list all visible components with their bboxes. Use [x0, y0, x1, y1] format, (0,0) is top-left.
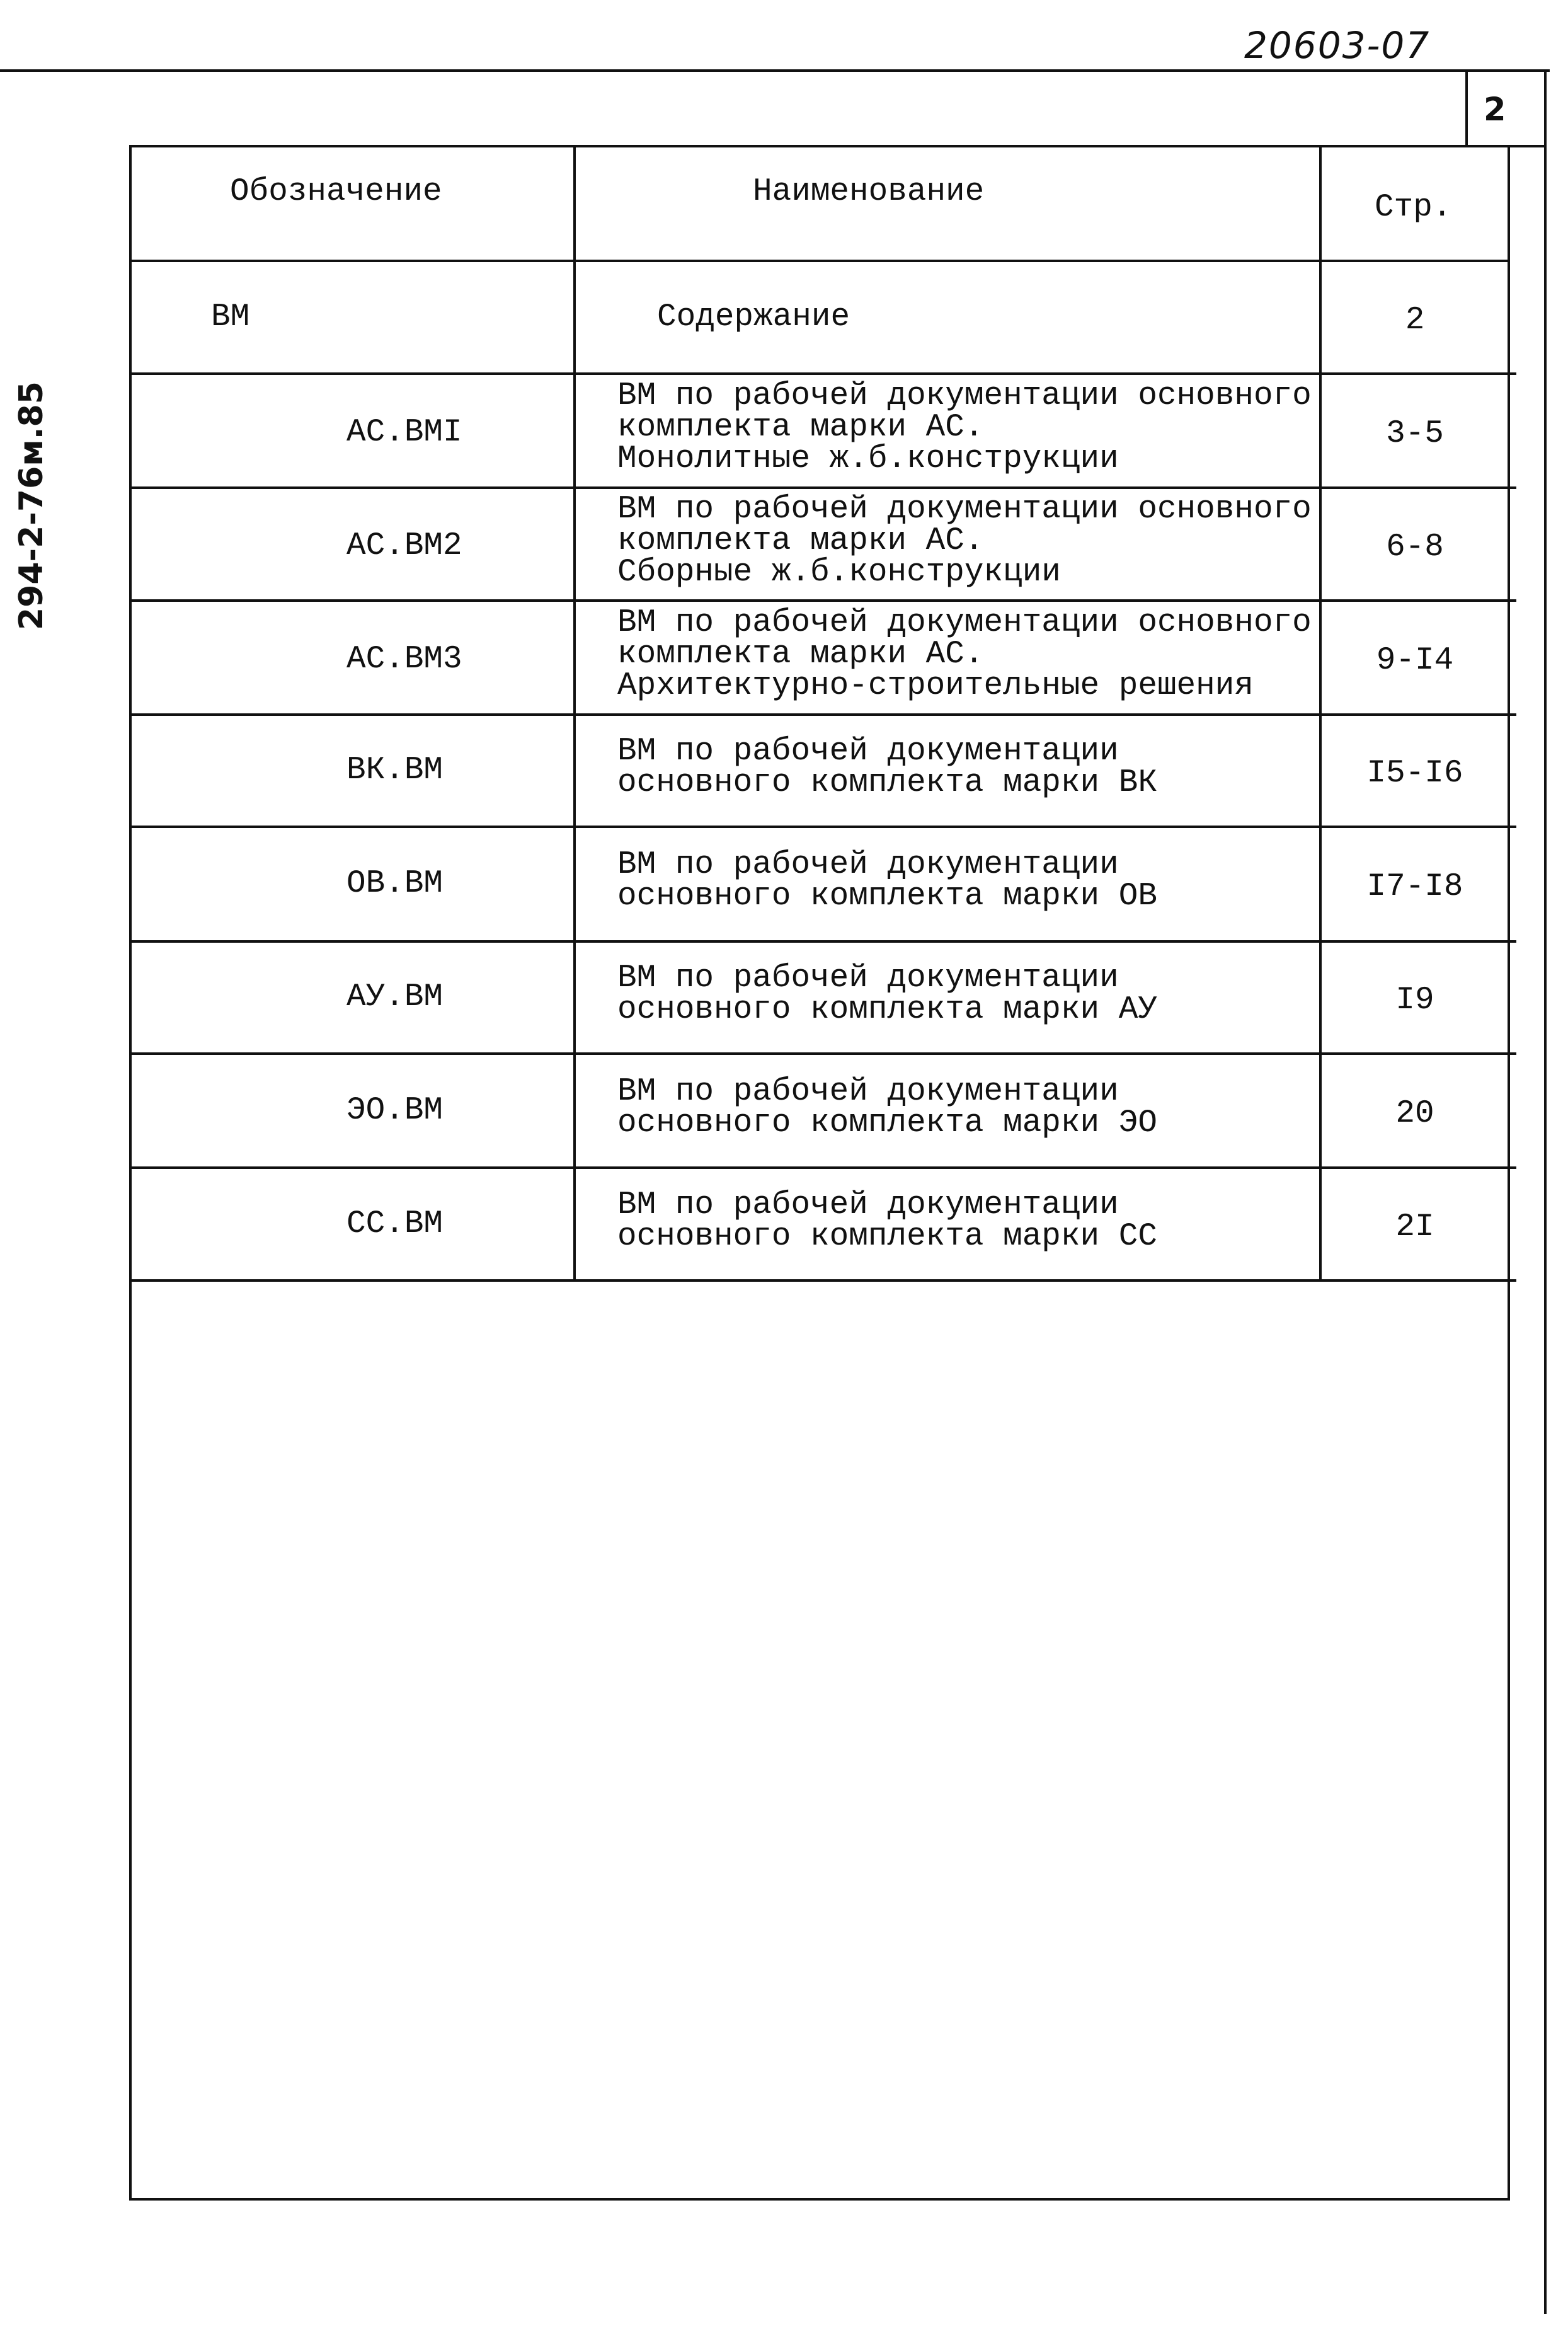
- row-name-line: ВМ по рабочей документации основного: [617, 377, 1312, 414]
- row-bottom-line: [130, 1166, 1516, 1169]
- row-pages: 3-5: [1386, 415, 1444, 452]
- row-pages: 2: [1405, 302, 1425, 338]
- row-name-line: Сборные ж.б.конструкции: [617, 554, 1061, 590]
- row-pages: I7-I8: [1366, 869, 1463, 905]
- top-border-line: [0, 69, 1550, 72]
- column-header-name: Наименование: [753, 174, 985, 210]
- row-name-line: основного комплекта марки СС: [617, 1218, 1157, 1255]
- row-pages: 6-8: [1386, 529, 1444, 565]
- row-name: Содержание: [657, 299, 850, 335]
- row-pages: 20: [1395, 1095, 1434, 1132]
- row-name-line: комплекта марки АС.: [617, 409, 984, 446]
- row-name-line: основного комплекта марки ЭО: [617, 1105, 1157, 1141]
- row-name-line: ВМ по рабочей документации основного: [617, 604, 1312, 641]
- row-name-line: комплекта марки АС.: [617, 522, 984, 559]
- frame-bottom-line: [130, 2198, 1510, 2201]
- row-code: АУ.ВМ: [346, 979, 444, 1015]
- row-pages: I9: [1395, 982, 1434, 1018]
- row-bottom-line: [130, 1279, 1516, 1282]
- row-bottom-line: [130, 486, 1516, 489]
- row-name-line: основного комплекта марки ВК: [617, 765, 1157, 801]
- row-bottom-line: [130, 372, 1516, 375]
- row-bottom-line: [130, 599, 1516, 602]
- header-bottom-line: [130, 260, 1510, 262]
- row-code: ЭО.ВМ: [346, 1092, 444, 1129]
- row-name-line: Архитектурно-строительные решения: [617, 667, 1254, 704]
- column-divider-1: [573, 145, 576, 1280]
- row-code: АС.ВМ2: [346, 527, 462, 564]
- row-code: ОВ.ВМ: [346, 866, 444, 902]
- row-name-line: основного комплекта марки АУ: [617, 992, 1157, 1028]
- row-name-line: ВМ по рабочей документации основного: [617, 491, 1312, 527]
- frame-right-line: [1508, 145, 1510, 2201]
- row-name-line: ВМ по рабочей документации: [617, 734, 1119, 769]
- row-name-line: ВМ по рабочей документации: [617, 1187, 1119, 1223]
- row-code: ВМ: [211, 299, 250, 335]
- row-pages: 2I: [1395, 1209, 1434, 1245]
- row-code: АС.ВМI: [346, 414, 462, 451]
- row-bottom-line: [130, 940, 1516, 943]
- frame-left-line: [129, 145, 132, 2201]
- row-bottom-line: [130, 826, 1516, 828]
- sheet-number: 2: [1484, 91, 1506, 129]
- row-name-line: комплекта марки АС.: [617, 636, 984, 672]
- handwritten-doc-number: 20603-07: [1244, 24, 1431, 67]
- row-code: СС.ВМ: [346, 1206, 444, 1242]
- row-code: АС.ВМ3: [346, 641, 462, 677]
- row-pages: I5-I6: [1366, 756, 1463, 791]
- row-name-line: ВМ по рабочей документации: [617, 960, 1119, 996]
- sheet-box-left-line: [1465, 71, 1468, 146]
- row-code: ВК.ВМ: [346, 752, 444, 788]
- column-header-pages: Стр.: [1375, 190, 1452, 226]
- row-bottom-line: [130, 713, 1516, 716]
- row-name-line: Монолитные ж.б.конструкции: [617, 440, 1119, 477]
- right-border-line: [1544, 71, 1547, 2314]
- row-pages: 9-I4: [1376, 642, 1454, 679]
- row-name-line: основного комплекта марки ОВ: [617, 878, 1157, 914]
- column-header-designation: Обозначение: [230, 174, 442, 210]
- row-bottom-line: [130, 1052, 1516, 1055]
- side-project-code: 294-2-76м.85: [13, 381, 50, 630]
- row-name-line: ВМ по рабочей документации: [617, 847, 1119, 883]
- row-name-line: ВМ по рабочей документации: [617, 1073, 1119, 1110]
- table-top-line: [130, 145, 1547, 147]
